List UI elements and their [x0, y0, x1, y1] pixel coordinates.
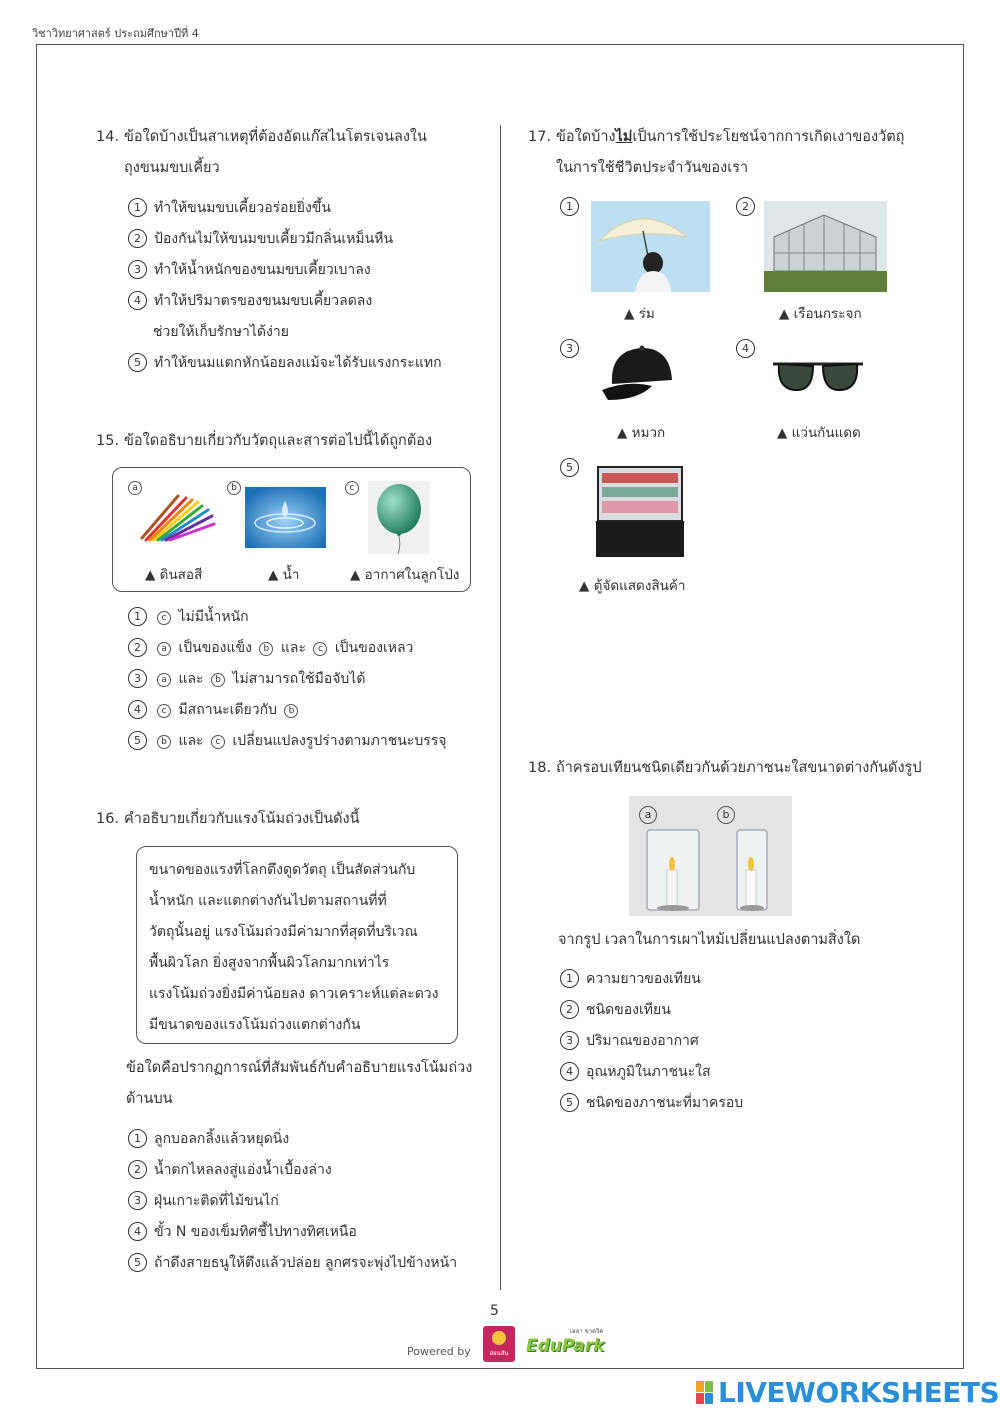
- option-marker: 3: [560, 1031, 579, 1050]
- option-marker: 3: [128, 260, 147, 279]
- option-marker: 1: [560, 969, 579, 988]
- display-cabinet-image: [594, 459, 686, 559]
- option-marker: 1: [128, 198, 147, 217]
- option-text: ปริมาณของอากาศ: [586, 1033, 699, 1049]
- q17-number: 17.: [528, 129, 552, 145]
- option-letter-b: b: [284, 704, 298, 718]
- option-text: เปลี่ยนแปลงรูปร่างตามภาชนะบรรจุ: [232, 733, 447, 749]
- water-drop-image: [245, 487, 326, 548]
- powered-by-text: Powered by: [407, 1345, 471, 1358]
- q14-number: 14.: [96, 129, 120, 145]
- q17-marker-1[interactable]: 1: [560, 197, 579, 216]
- option-marker: 3: [128, 669, 147, 688]
- publisher-logo-text: อ่อนสัน: [489, 1350, 509, 1357]
- publisher-logo: [483, 1326, 515, 1362]
- q16-stem: [96, 804, 360, 835]
- umbrella-image: [591, 201, 710, 292]
- q18-option-3[interactable]: [560, 1030, 699, 1052]
- q18-option-4[interactable]: [560, 1061, 711, 1083]
- balloon-image: [368, 481, 430, 554]
- greenhouse-image: [764, 201, 887, 292]
- q17-caption-5: ▲ ตู้จัดแสดงสินค้า: [579, 578, 686, 594]
- q16-option-1[interactable]: [128, 1128, 289, 1150]
- q14-stem: [96, 122, 427, 184]
- q16-option-4[interactable]: [128, 1221, 357, 1243]
- option-text: และ: [178, 671, 204, 687]
- option-letter-c: c: [157, 611, 171, 625]
- q15-label-b: b: [227, 481, 241, 495]
- q14-option-1[interactable]: [128, 197, 331, 219]
- liveworksheets-text: LIVEWORKSHEETS: [718, 1376, 1000, 1409]
- option-marker: 1: [128, 1129, 147, 1148]
- option-text: เป็นของแข็ง: [178, 640, 252, 656]
- q15-label-a: a: [128, 481, 142, 495]
- q15-stem: [96, 426, 432, 457]
- q14-option-4-cont: ช่วยให้เก็บรักษาได้ง่าย: [153, 324, 289, 340]
- option-text: ลูกบอลกลิ้งแล้วหยุดนิ่ง: [154, 1131, 290, 1147]
- q14-option-2[interactable]: [128, 228, 393, 250]
- q14-text-line1: ข้อใดบ้างเป็นสาเหตุที่ต้องอัดแก๊สไนโตรเจนลงใน: [124, 129, 427, 145]
- q18-stem: [528, 753, 922, 784]
- info-line: พื้นผิวโลก ยิ่งสูงจากพื้นผิวโลกมากเท่าไร: [149, 955, 390, 971]
- option-letter-c: c: [157, 704, 171, 718]
- q18-option-2[interactable]: [560, 999, 671, 1021]
- q17-caption-4: ▲ แว่นกันแดด: [777, 425, 861, 441]
- edupark-logo-text: EduPark: [526, 1336, 605, 1356]
- option-text: ชนิดของภาชนะที่มาครอบ: [586, 1095, 744, 1111]
- q17-caption-3: ▲ หมวก: [617, 425, 666, 441]
- option-letter-c: c: [313, 642, 327, 656]
- option-letter-a: a: [157, 642, 171, 656]
- q17-caption-2: ▲ เรือนกระจก: [779, 306, 862, 322]
- q16-prompt-line1: ข้อใดคือปรากฏการณ์ที่สัมพันธ์กับคำอธิบายแรงโน้มถ่วง: [126, 1060, 473, 1076]
- option-letter-c: c: [211, 735, 225, 749]
- option-letter-b: b: [157, 735, 171, 749]
- option-text: ไม่สามารถใช้มือจับได้: [232, 671, 366, 687]
- option-text: น้ำตกไหลลงสู่แอ่งน้ำเบื้องล่าง: [154, 1162, 332, 1178]
- q17-marker-4[interactable]: 4: [736, 339, 755, 358]
- option-text: ป้องกันไม่ให้ขนมขบเคี้ยวมีกลิ่นเหม็นหืน: [154, 231, 394, 247]
- colored-pencils-image: [138, 492, 216, 544]
- option-text: ทำให้ปริมาตรของขนมขบเคี้ยวลดลง: [154, 293, 373, 309]
- q16-option-5[interactable]: [128, 1252, 457, 1274]
- option-text: ขั้ว N ของเข็มทิศชี้ไปทางทิศเหนือ: [154, 1224, 357, 1240]
- q16-option-3[interactable]: [128, 1190, 279, 1212]
- q15-option-4[interactable]: [128, 699, 301, 721]
- q17-stem: [528, 122, 904, 184]
- option-text: และ: [178, 733, 204, 749]
- q18-label-a: a: [639, 806, 657, 824]
- q17-text-a: ข้อใดบ้าง: [556, 129, 616, 145]
- sunglasses-image: [771, 352, 865, 398]
- q15-option-2[interactable]: [128, 637, 413, 659]
- option-marker: 5: [128, 353, 147, 372]
- option-letter-b: b: [259, 642, 273, 656]
- liveworksheets-icon: [696, 1381, 714, 1405]
- q18-option-1[interactable]: [560, 968, 701, 990]
- info-line: มีขนาดของแรงโน้มถ่วงแตกต่างกัน: [149, 1017, 361, 1033]
- info-line: วัตถุนั้นอยู่ แรงโน้มถ่วงมีค่ามากที่สุดที่บริเวณ: [149, 924, 418, 940]
- q18-option-5[interactable]: [560, 1092, 743, 1114]
- info-line: ขนาดของแรงที่โลกดึงดูดวัตถุ เป็นสัดส่วนกับ: [149, 862, 416, 878]
- q15-option-5[interactable]: [128, 730, 446, 752]
- option-text: อุณหภูมิในภาชนะใส: [586, 1064, 711, 1080]
- q17-caption-1: ▲ ร่ม: [624, 306, 655, 322]
- q16-option-2[interactable]: [128, 1159, 332, 1181]
- q15-label-c: c: [345, 481, 359, 495]
- q15-number: 15.: [96, 433, 120, 449]
- page-number: 5: [490, 1303, 499, 1319]
- option-marker: 2: [128, 638, 147, 657]
- option-marker: 1: [128, 607, 147, 626]
- option-marker: 4: [560, 1062, 579, 1081]
- q18-number: 18.: [528, 760, 552, 776]
- option-text: และ: [280, 640, 306, 656]
- q17-marker-5[interactable]: 5: [560, 458, 579, 477]
- q18-text: ถ้าครอบเทียนชนิดเดียวกันด้วยภาชนะใสขนาดต่างกันดังรูป: [556, 760, 922, 776]
- option-text: มีสถานะเดียวกับ: [178, 702, 277, 718]
- q18-prompt: จากรูป เวลาในการเผาไหม้เปลี่ยนแปลงตามสิ่งใด: [558, 932, 861, 948]
- q17-marker-3[interactable]: 3: [560, 339, 579, 358]
- option-letter-a: a: [157, 673, 171, 687]
- option-text: ชนิดของเทียน: [586, 1002, 671, 1018]
- q18-label-b: b: [717, 806, 735, 824]
- option-text: ความยาวของเทียน: [586, 971, 701, 987]
- option-text: ทำให้ขนมแตกหักน้อยลงแม้จะได้รับแรงกระแทก: [154, 355, 442, 371]
- q16-prompt-line2: ด้านบน: [126, 1091, 173, 1107]
- q15-text: ข้อใดอธิบายเกี่ยวกับวัตถุและสารต่อไปนี้ได้ถูกต้อง: [124, 433, 433, 449]
- q17-text-line2: ในการใช้ชีวิตประจำวันของเรา: [556, 160, 749, 176]
- q14-option-4[interactable]: [128, 290, 372, 312]
- q16-prompt: [126, 1053, 472, 1115]
- option-marker: 5: [128, 731, 147, 750]
- option-text: ไม่มีน้ำหนัก: [178, 609, 249, 625]
- q15-option-1[interactable]: [128, 606, 249, 628]
- option-marker: 2: [560, 1000, 579, 1019]
- info-line: แรงโน้มถ่วงยิ่งมีค่าน้อยลง ดาวเคราะห์แต่ละดวง: [149, 986, 439, 1002]
- q17-marker-2[interactable]: 2: [736, 197, 755, 216]
- edupark-logo: [526, 1326, 604, 1356]
- option-marker: 4: [128, 1222, 147, 1241]
- cap-image: [598, 340, 686, 406]
- option-text: ถ้าดึงสายธนูให้ตึงแล้วปล่อย ลูกศรจะพุ่งไปข้างหน้า: [154, 1255, 458, 1271]
- page-header: วิชาวิทยาศาสตร์ ประถมศึกษาปีที่ 4: [32, 27, 199, 40]
- option-marker: 2: [128, 1160, 147, 1179]
- info-line: น้ำหนัก และแตกต่างกันไปตามสถานที่ที่: [149, 893, 387, 909]
- option-marker: 5: [560, 1093, 579, 1112]
- option-marker: 5: [128, 1253, 147, 1272]
- option-marker: 4: [128, 700, 147, 719]
- q17-text-c: เป็นการใช้ประโยชน์จากการเกิดเงาของวัตถุ: [632, 129, 905, 145]
- q16-number: 16.: [96, 811, 120, 827]
- option-marker: 2: [128, 229, 147, 248]
- option-marker: 4: [128, 291, 147, 310]
- liveworksheets-brand[interactable]: [696, 1376, 999, 1409]
- option-text: ทำให้ขนมขบเคี้ยวอร่อยยิ่งขึ้น: [154, 200, 331, 216]
- q15-option-3[interactable]: [128, 668, 365, 690]
- option-letter-b: b: [211, 673, 225, 687]
- column-divider: [500, 125, 501, 1290]
- q17-text-emphasis: ไม่: [615, 129, 633, 145]
- q15-caption-b: ▲ น้ำ: [268, 567, 300, 583]
- option-text: ทำให้น้ำหนักของขนมขบเคี้ยวเบาลง: [154, 262, 371, 278]
- option-text: ฝุ่นเกาะติดที่ไม้ขนไก่: [154, 1193, 279, 1209]
- q14-option-5[interactable]: [128, 352, 442, 374]
- q15-caption-a: ▲ ดินสอสี: [145, 567, 203, 583]
- q14-option-3[interactable]: [128, 259, 371, 281]
- q16-text: คำอธิบายเกี่ยวกับแรงโน้มถ่วงเป็นดังนี้: [124, 811, 360, 827]
- q15-caption-c: ▲ อากาศในลูกโป่ง: [350, 567, 460, 583]
- edupark-logo-top: เฮฮา ขาดวิด: [570, 1328, 604, 1335]
- q16-info-box: [136, 846, 458, 1044]
- option-text: เป็นของเหลว: [334, 640, 414, 656]
- q14-text-line2: ถุงขนมขบเคี้ยว: [124, 160, 220, 176]
- option-marker: 3: [128, 1191, 147, 1210]
